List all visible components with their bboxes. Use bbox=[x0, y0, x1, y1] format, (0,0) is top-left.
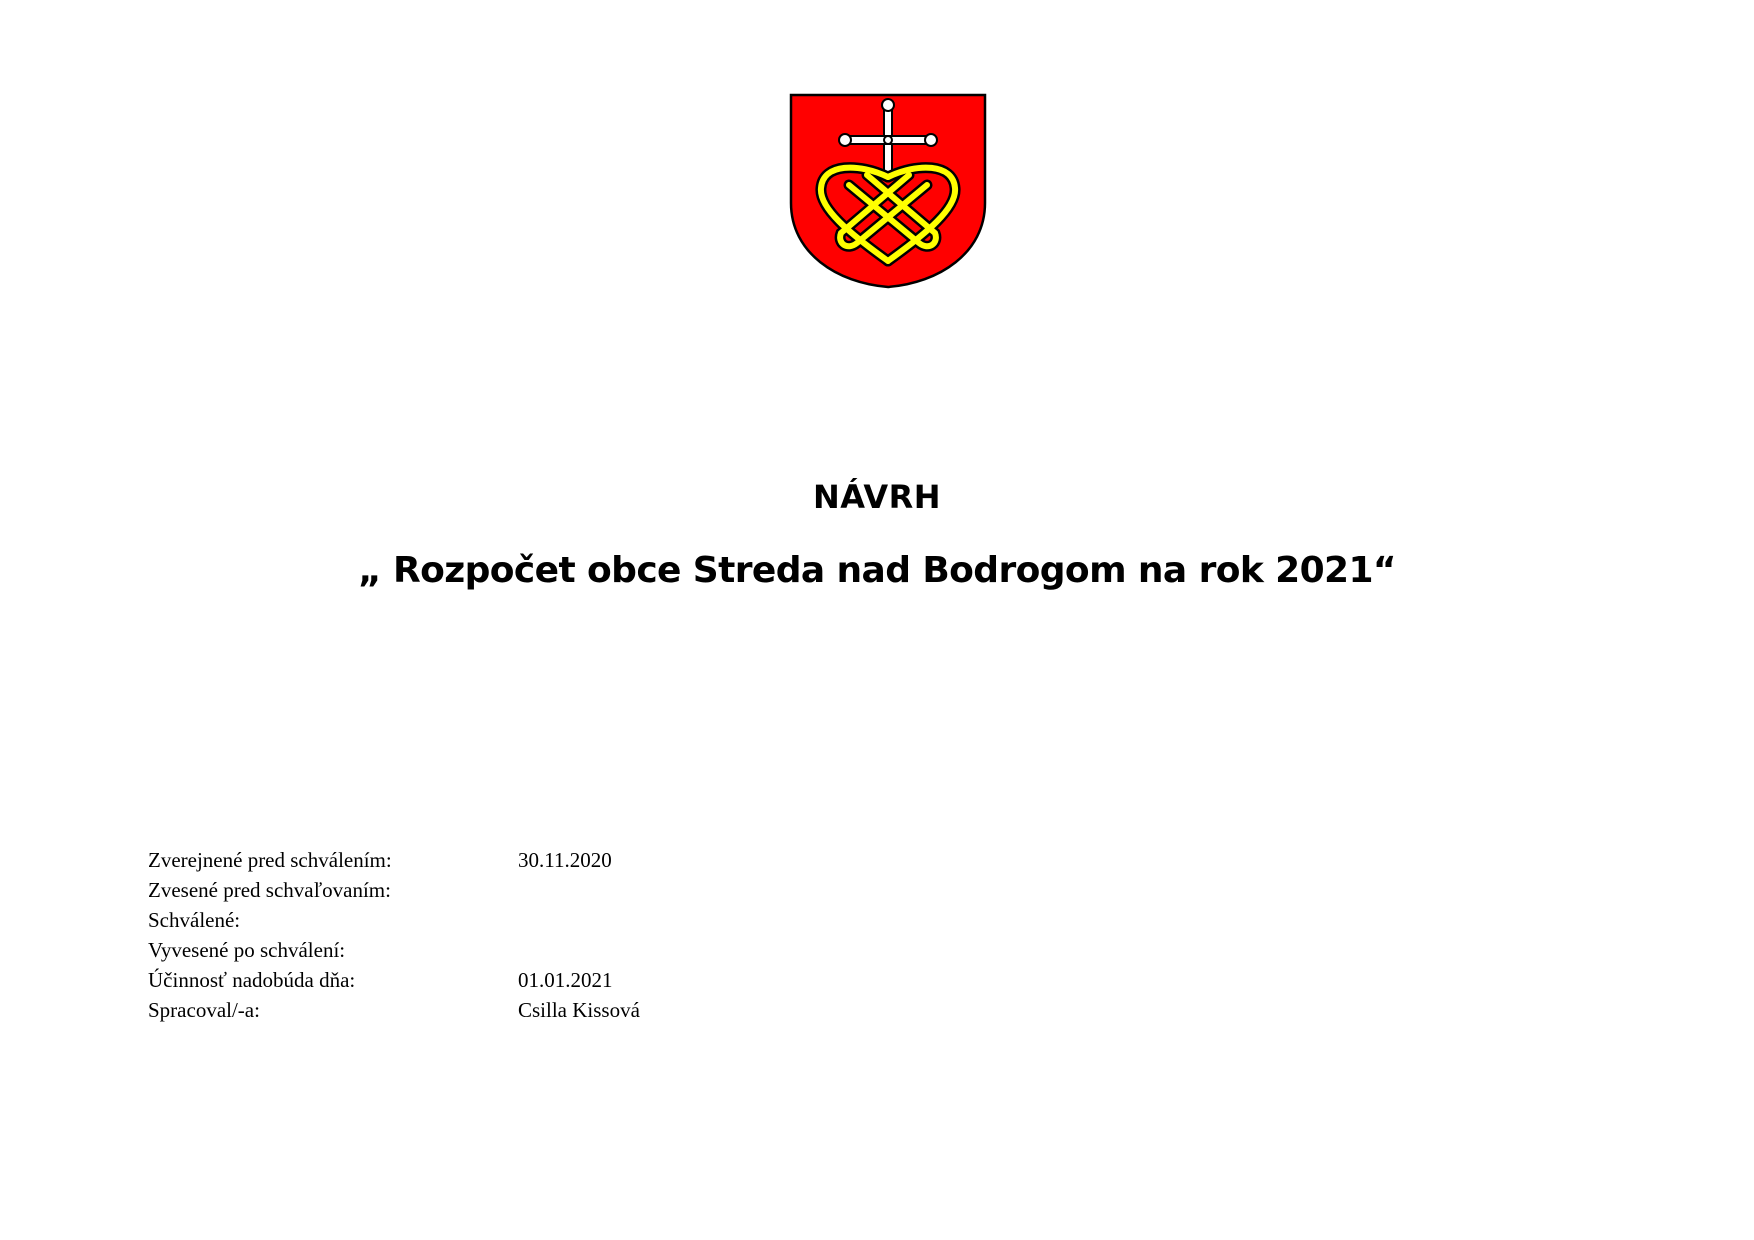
info-value: 30.11.2020 bbox=[518, 848, 612, 872]
info-value bbox=[518, 905, 640, 935]
info-label: Schválené: bbox=[148, 908, 241, 932]
document-title: „ Rozpočet obce Streda nad Bodrogom na rok 2021“ bbox=[358, 550, 1396, 591]
info-row-effective bbox=[148, 965, 640, 995]
info-label: Zvesené pred schvaľovaním: bbox=[148, 878, 391, 902]
document-info-table bbox=[148, 845, 640, 1025]
info-row-approved bbox=[148, 905, 640, 935]
info-value bbox=[518, 875, 640, 905]
info-row-author bbox=[148, 995, 640, 1025]
info-row-removed bbox=[148, 875, 640, 905]
info-label: Zverejnené pred schválením: bbox=[148, 848, 392, 872]
info-value: 01.01.2021 bbox=[518, 968, 613, 992]
info-label: Účinnosť nadobúda dňa: bbox=[148, 968, 356, 992]
info-row-posted-after bbox=[148, 935, 640, 965]
info-value: Csilla Kissová bbox=[518, 998, 640, 1022]
info-label: Spracoval/-a: bbox=[148, 998, 260, 1022]
document-label: NÁVRH bbox=[812, 478, 942, 516]
info-label: Vyvesené po schválení: bbox=[148, 938, 346, 962]
info-value bbox=[518, 935, 640, 965]
info-row-published bbox=[148, 845, 640, 875]
coat-of-arms-emblem bbox=[789, 93, 987, 289]
